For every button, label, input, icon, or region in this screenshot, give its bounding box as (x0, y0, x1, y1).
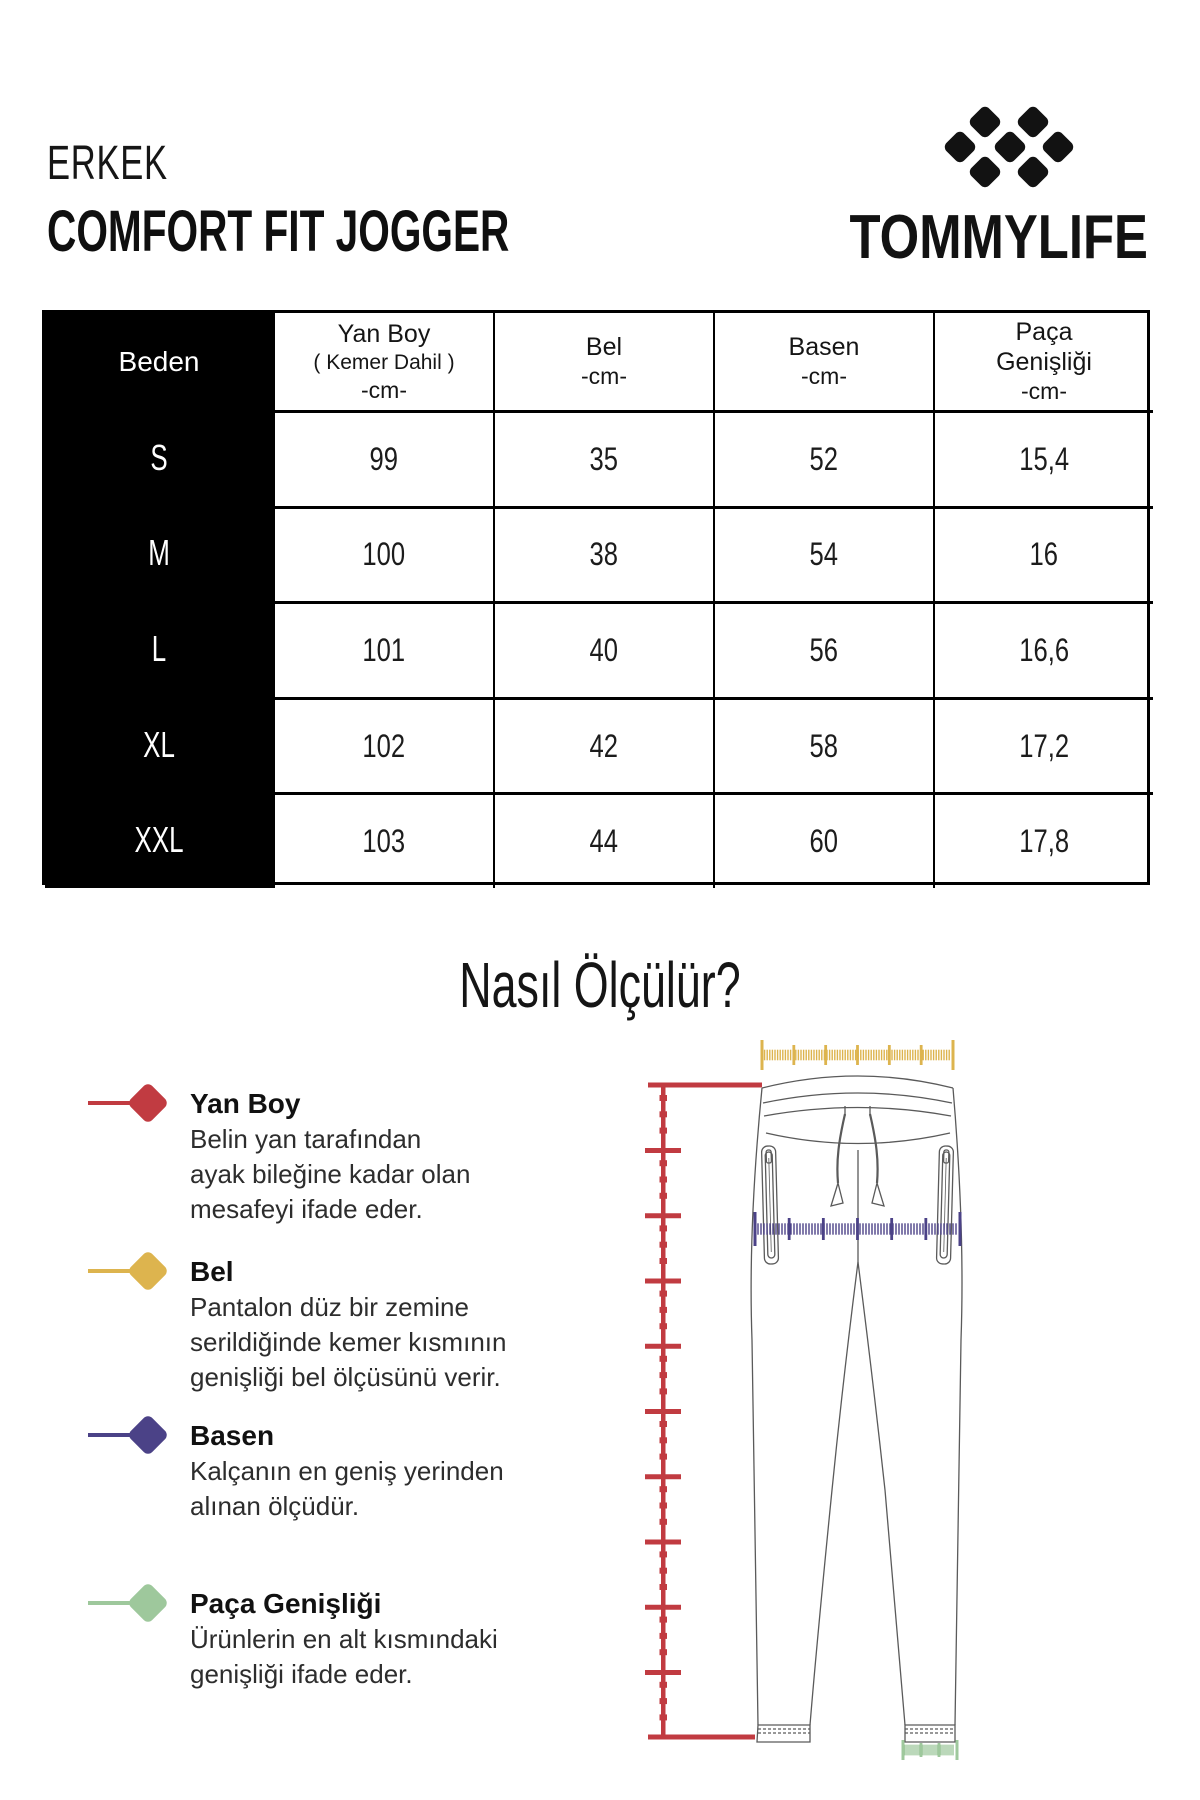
table-cell: 40 (493, 601, 713, 697)
size-row-label: XL (45, 697, 273, 793)
table-cell: 58 (713, 697, 933, 793)
logo-diamond-icon (1015, 154, 1050, 189)
paca-marker (88, 1586, 188, 1620)
table-cell: 44 (493, 792, 713, 888)
beden-label: Beden (118, 345, 200, 377)
table-cell: 16 (933, 506, 1153, 602)
legend-basen: Basen Kalçanın en geniş yerinden alınan ölçüdür. (88, 1418, 518, 1524)
legend-paca-genisligi: Paça Genişliği Ürünlerin en alt kısmındaki genişliği ifade eder. (88, 1586, 518, 1692)
marker-line (88, 1269, 132, 1273)
paca-ruler (902, 1740, 959, 1760)
table-cell: 100 (273, 506, 493, 602)
col-header-paca: Paça Genişliği -cm- (933, 313, 1153, 410)
table-cell: 101 (273, 601, 493, 697)
size-row-label: S (45, 410, 273, 506)
yan-boy-marker (88, 1086, 188, 1120)
size-row-label: L (45, 601, 273, 697)
logo-diamond-icon (992, 129, 1027, 164)
measure-section-title: Nasıl Ölçülür? (459, 949, 741, 1021)
jogger-measure-diagram (540, 900, 1200, 1790)
legend-label: Yan Boy (190, 1088, 301, 1119)
table-cell: 17,2 (933, 697, 1153, 793)
diamond-icon (127, 1082, 169, 1124)
logo-diamond-icon (942, 129, 977, 164)
brand-logo (943, 105, 1075, 189)
table-cell: 60 (713, 792, 933, 888)
table-cell: 15,4 (933, 410, 1153, 506)
table-cell: 102 (273, 697, 493, 793)
table-cell: 99 (273, 410, 493, 506)
legend-yan-boy: Yan Boy Belin yan tarafından ayak bileğine kadar olan mesafeyi ifade eder. (88, 1086, 518, 1227)
table-cell: 42 (493, 697, 713, 793)
size-row-label: XXL (45, 792, 273, 888)
table-cell: 17,8 (933, 792, 1153, 888)
table-cell: 16,6 (933, 601, 1153, 697)
legend-label: Basen (190, 1420, 275, 1451)
table-corner-header (45, 313, 273, 410)
col-header-yan-boy: Yan Boy ( Kemer Dahil ) -cm- (273, 313, 493, 410)
product-title: COMFORT FIT JOGGER (47, 199, 510, 264)
logo-diamond-icon (967, 104, 1002, 139)
legend-label: Paça Genişliği (190, 1588, 382, 1619)
size-table (42, 310, 1150, 885)
table-cell: 35 (493, 410, 713, 506)
basen-marker (88, 1418, 188, 1452)
jogger-sketch (751, 1076, 962, 1742)
table-cell: 52 (713, 410, 933, 506)
logo-diamond-icon (1015, 104, 1050, 139)
marker-line (88, 1601, 132, 1605)
diamond-icon (127, 1250, 169, 1292)
marker-line (88, 1433, 132, 1437)
size-row-label: M (45, 506, 273, 602)
diamond-icon (127, 1414, 169, 1456)
bel-ruler (761, 1040, 955, 1070)
col-header-bel: Bel -cm- (493, 313, 713, 410)
marker-line (88, 1101, 132, 1105)
col-header-basen: Basen -cm- (713, 313, 933, 410)
legend-label: Bel (190, 1256, 234, 1287)
category-title: ERKEK (47, 137, 168, 190)
brand-name: TOMMYLIFE (849, 203, 1148, 272)
legend-bel: Bel Pantalon düz bir zemine serildiğinde kemer kısmının genişliği bel ölçüsünü verir. (88, 1254, 518, 1395)
table-cell: 38 (493, 506, 713, 602)
yan-boy-ruler (645, 1083, 762, 1740)
diamond-icon (127, 1582, 169, 1624)
logo-diamond-icon (1040, 129, 1075, 164)
logo-diamond-icon (967, 154, 1002, 189)
table-cell: 103 (273, 792, 493, 888)
table-cell: 54 (713, 506, 933, 602)
table-cell: 56 (713, 601, 933, 697)
bel-marker (88, 1254, 188, 1288)
